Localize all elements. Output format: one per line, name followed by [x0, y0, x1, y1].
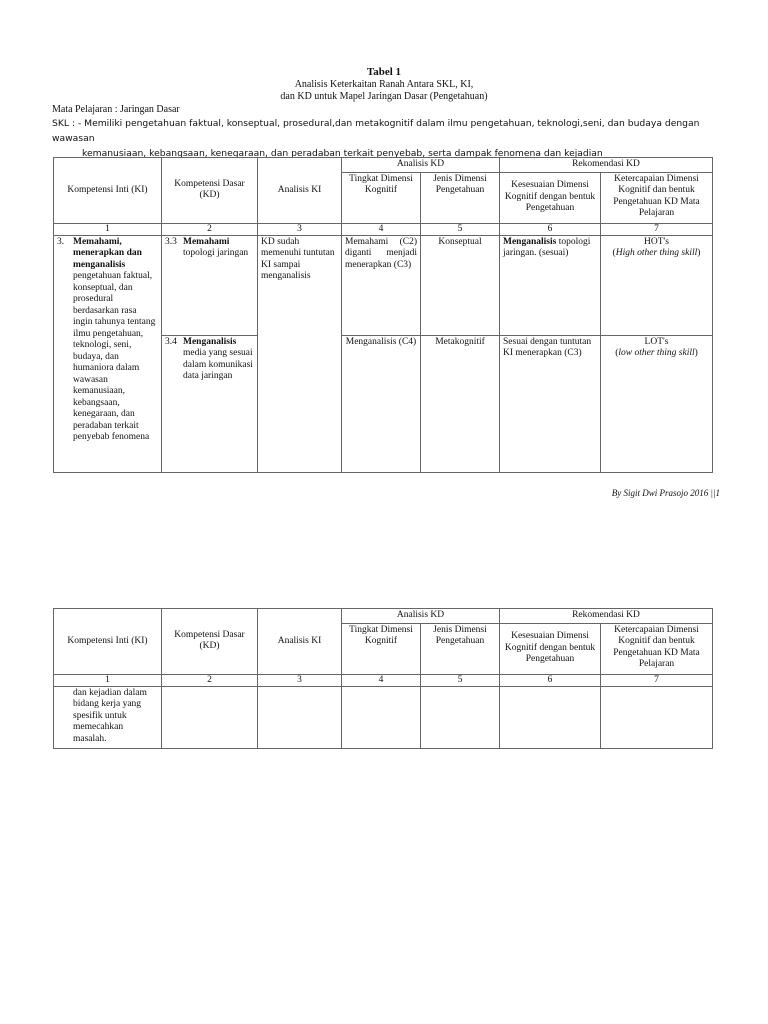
- kd-cell: [162, 335, 258, 472]
- jenis-cell: [421, 686, 500, 748]
- header-kd: Kompetensi Dasar (KD): [162, 609, 258, 675]
- ketercapaian-main: LOT's: [644, 336, 669, 347]
- ketercapaian-detail: High other thing skill: [615, 248, 698, 258]
- analisis-ki-cell: [258, 686, 342, 748]
- ketercapaian-cell: LOT's (low other thing skill): [601, 335, 713, 472]
- col-number: 1: [54, 674, 162, 686]
- header-ki: Kompetensi Inti (KI): [54, 609, 162, 675]
- col-number: 5: [421, 674, 500, 686]
- table-title: Tabel 1: [366, 66, 402, 78]
- header-rekomendasi-kd: Rekomendasi KD: [500, 609, 713, 624]
- col-number: 3: [258, 223, 342, 235]
- header-jenis: Jenis Dimensi Pengetahuan: [421, 623, 500, 674]
- col-number: 4: [342, 223, 421, 235]
- ki-number: 3.: [57, 236, 65, 247]
- col-number: 7: [601, 674, 713, 686]
- header-rekomendasi-kd: Rekomendasi KD: [500, 158, 713, 173]
- ki-text: pengetahuan faktual, konseptual, dan prosedural berdasarkan rasa ingin tahunya tentang ilmu pengetahuan, teknologi, seni, budaya, dan humaniora dalam wawasan kemanusiaan, kebangsaan, kenegaraan, dan peradaban terkait penyebab fenomena: [73, 271, 156, 442]
- kd-number: 3.3: [165, 236, 177, 247]
- header-ketercapaian: Ketercapaian Dimensi Kognitif dan bentuk Pengetahuan KD Mata Pelajaran: [601, 172, 713, 223]
- tingkat-cell: Menganalisis (C4): [342, 335, 421, 472]
- kesesuaian-text: Sesuai dengan tuntutan KI menerapkan (C3): [503, 336, 592, 358]
- header-ketercapaian: Ketercapaian Dimensi Kognitif dan bentuk Pengetahuan KD Mata Pelajaran: [601, 623, 713, 674]
- ketercapaian-main: HOT's: [644, 236, 669, 247]
- ki-text-continued: dan kejadian dalam bidang kerja yang spesifik untuk memecahkan masalah.: [73, 687, 147, 744]
- jenis-cell: Metakognitif: [421, 335, 500, 472]
- jenis-cell: Konseptual: [421, 235, 500, 335]
- ki-cell: [54, 235, 162, 472]
- tingkat-cell: [342, 686, 421, 748]
- header-analisis-kd: Analisis KD: [342, 158, 500, 173]
- ketercapaian-cell: HOT's (High other thing skill): [601, 235, 713, 335]
- kd-cell: [162, 235, 258, 335]
- mapel-label: Mata Pelajaran : Jaringan Dasar: [52, 104, 180, 115]
- header-kd: Kompetensi Dasar (KD): [162, 158, 258, 224]
- header-analisis-kd: Analisis KD: [342, 609, 500, 624]
- kd-bold-text: Menganalisis: [183, 336, 237, 347]
- skl-line2: kemanusiaan, kebangsaan, kenegaraan, dan peradaban terkait penyebab, serta dampak fenomena dan kejadian: [82, 148, 603, 159]
- ketercapaian-cell: [601, 686, 713, 748]
- kesesuaian-cell: [500, 686, 601, 748]
- col-number: 3: [258, 674, 342, 686]
- table-subtitle-line1: Analisis Keterkaitan Ranah Antara SKL, KI,: [294, 79, 474, 90]
- kesesuaian-bold-text: Menganalisis: [503, 236, 557, 247]
- kd-number: 3.4: [165, 336, 177, 347]
- skl-line1: SKL : - Memiliki pengetahuan faktual, konseptual, prosedural,dan metakognitif dalam ilmu pengetahuan, teknologi,seni, dan budaya dengan wawasan: [52, 118, 700, 144]
- kd-text: media yang sesuai dalam komunikasi data jaringan: [183, 348, 253, 381]
- table-subtitle-line2: dan KD untuk Mapel Jaringan Dasar (Pengetahuan): [280, 91, 488, 102]
- col-number: 5: [421, 223, 500, 235]
- kd-text: topologi jaringan: [183, 248, 249, 258]
- header-tingkat: Tingkat Dimensi Kognitif: [342, 623, 421, 674]
- col-number: 6: [500, 674, 601, 686]
- footer-credit: By Sigit Dwi Prasojo 2016 ||1: [611, 488, 720, 498]
- analysis-table-1: [53, 157, 713, 473]
- col-number: 6: [500, 223, 601, 235]
- header-jenis: Jenis Dimensi Pengetahuan: [421, 172, 500, 223]
- kesesuaian-text: topologi jaringan. (sesuai): [503, 236, 591, 258]
- col-number: 2: [162, 223, 258, 235]
- kesesuaian-cell: [500, 235, 601, 335]
- kd-bold-text: Memahami: [183, 236, 230, 247]
- header-kesesuaian: Kesesuaian Dimensi Kognitif dengan bentuk Pengetahuan: [500, 172, 601, 223]
- kesesuaian-cell: [500, 335, 601, 472]
- analisis-ki-cell: KD sudah memenuhi tuntutan KI sampai menganalisis: [258, 235, 342, 472]
- header-tingkat: Tingkat Dimensi Kognitif: [342, 172, 421, 223]
- col-number: 7: [601, 223, 713, 235]
- kd-cell: [162, 686, 258, 748]
- skl-text: [52, 116, 722, 161]
- col-number: 2: [162, 674, 258, 686]
- tingkat-cell: Memahami (C2) diganti menjadi menerapkan (C3): [342, 235, 421, 335]
- ketercapaian-detail: low other thing skill: [618, 348, 695, 358]
- header-analisis-ki: Analisis KI: [258, 158, 342, 224]
- col-number: 4: [342, 674, 421, 686]
- header-kesesuaian: Kesesuaian Dimensi Kognitif dengan bentuk Pengetahuan: [500, 623, 601, 674]
- header-ki: Kompetensi Inti (KI): [54, 158, 162, 224]
- header-analisis-ki: Analisis KI: [258, 609, 342, 675]
- col-number: 1: [54, 223, 162, 235]
- ki-bold-text: Memahami, menerapkan dan menganalisis: [73, 236, 142, 270]
- ki-cell: [54, 686, 162, 748]
- analysis-table-2: [53, 608, 713, 749]
